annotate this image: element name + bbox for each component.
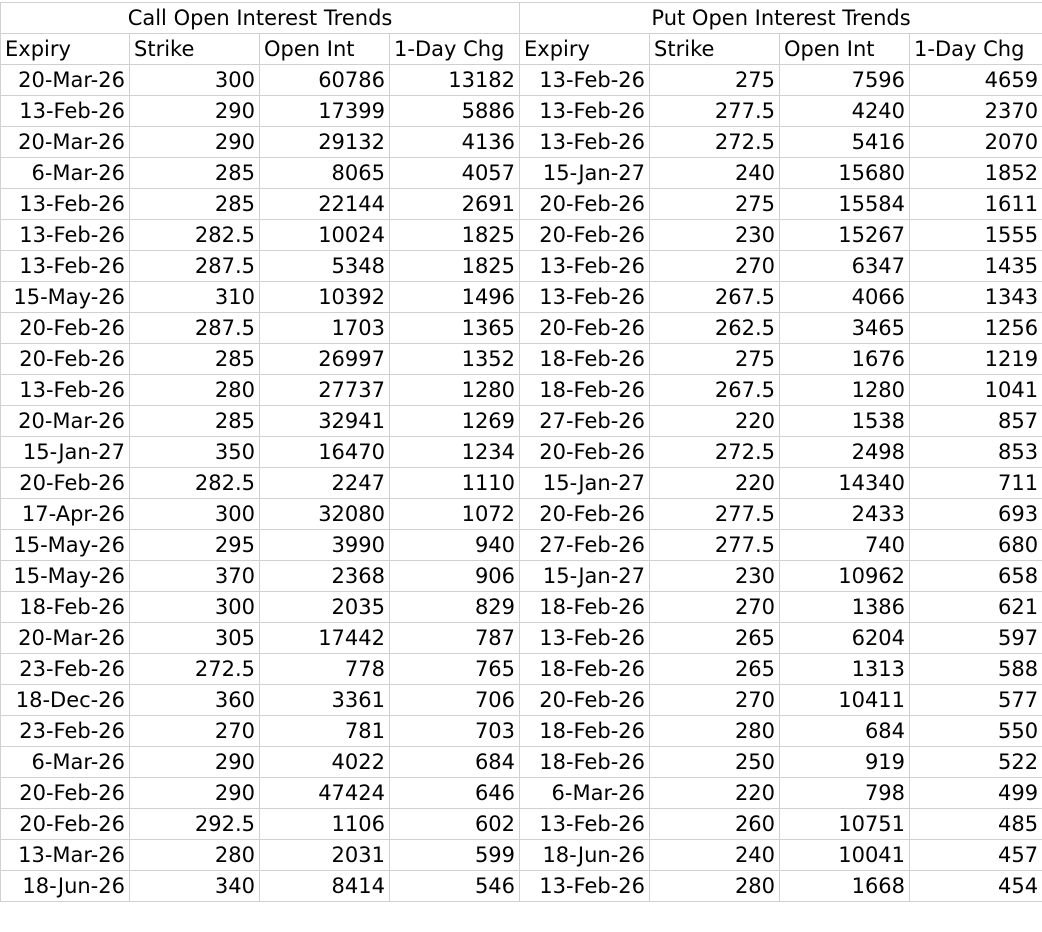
put-open-int-cell[interactable]: 1280 xyxy=(780,375,910,406)
put-open-int-cell[interactable]: 1386 xyxy=(780,592,910,623)
call-1-day-chg-cell[interactable]: 1234 xyxy=(390,437,520,468)
put-strike-cell[interactable]: 270 xyxy=(650,685,780,716)
call-1-day-chg-cell[interactable]: 13182 xyxy=(390,65,520,96)
put-strike-cell[interactable]: 250 xyxy=(650,747,780,778)
put-1-day-chg-cell[interactable]: 1555 xyxy=(910,220,1042,251)
put-strike-cell[interactable]: 240 xyxy=(650,158,780,189)
put-strike-cell[interactable]: 230 xyxy=(650,561,780,592)
put-strike-cell[interactable]: 262.5 xyxy=(650,313,780,344)
call-strike-cell[interactable]: 285 xyxy=(130,158,260,189)
call-strike-cell[interactable]: 300 xyxy=(130,65,260,96)
put-expiry-cell[interactable]: 15-Jan-27 xyxy=(520,561,650,592)
call-1-day-chg-cell[interactable]: 1269 xyxy=(390,406,520,437)
put-1-day-chg-cell[interactable]: 454 xyxy=(910,871,1042,902)
put-expiry-cell[interactable]: 18-Feb-26 xyxy=(520,747,650,778)
put-open-int-cell[interactable]: 4066 xyxy=(780,282,910,313)
put-section-title[interactable]: Put Open Interest Trends xyxy=(520,3,1042,34)
call-strike-cell[interactable]: 300 xyxy=(130,592,260,623)
call-strike-cell[interactable]: 350 xyxy=(130,437,260,468)
put-expiry-cell[interactable]: 18-Feb-26 xyxy=(520,592,650,623)
call-open-int-cell[interactable]: 778 xyxy=(260,654,390,685)
call-strike-cell[interactable]: 282.5 xyxy=(130,468,260,499)
put-open-int-cell[interactable]: 1668 xyxy=(780,871,910,902)
call-1-day-chg-cell[interactable]: 646 xyxy=(390,778,520,809)
put-open-int-cell[interactable]: 10041 xyxy=(780,840,910,871)
call-expiry-cell[interactable]: 13-Feb-26 xyxy=(1,96,130,127)
call-open-int-cell[interactable]: 3361 xyxy=(260,685,390,716)
put-expiry-cell[interactable]: 13-Feb-26 xyxy=(520,251,650,282)
call-open-int-cell[interactable]: 5348 xyxy=(260,251,390,282)
call-strike-cell[interactable]: 280 xyxy=(130,840,260,871)
call-strike-cell[interactable]: 305 xyxy=(130,623,260,654)
call-1-day-chg-cell[interactable]: 906 xyxy=(390,561,520,592)
put-expiry-cell[interactable]: 20-Feb-26 xyxy=(520,685,650,716)
call-open-int-cell[interactable]: 26997 xyxy=(260,344,390,375)
table-row xyxy=(1,313,1042,344)
put-expiry-cell[interactable]: 20-Feb-26 xyxy=(520,189,650,220)
table-row xyxy=(1,65,1042,96)
open-interest-sheet xyxy=(0,2,1042,902)
call-expiry-cell[interactable]: 13-Feb-26 xyxy=(1,220,130,251)
put-strike-cell[interactable]: 280 xyxy=(650,716,780,747)
table-row xyxy=(1,220,1042,251)
call-strike-cell[interactable]: 287.5 xyxy=(130,251,260,282)
put-1-day-chg-cell[interactable]: 588 xyxy=(910,654,1042,685)
call-expiry-header[interactable]: Expiry xyxy=(1,34,130,65)
call-expiry-cell[interactable]: 6-Mar-26 xyxy=(1,747,130,778)
put-1-day-chg-cell[interactable]: 658 xyxy=(910,561,1042,592)
put-1-day-chg-cell[interactable]: 597 xyxy=(910,623,1042,654)
call-expiry-cell[interactable]: 15-May-26 xyxy=(1,561,130,592)
call-expiry-cell[interactable]: 13-Feb-26 xyxy=(1,375,130,406)
put-strike-cell[interactable]: 272.5 xyxy=(650,437,780,468)
call-1-day-chg-cell[interactable]: 5886 xyxy=(390,96,520,127)
call-expiry-cell[interactable]: 18-Jun-26 xyxy=(1,871,130,902)
put-1-day-chg-cell[interactable]: 1852 xyxy=(910,158,1042,189)
table-row xyxy=(1,530,1042,561)
call-expiry-cell[interactable]: 20-Mar-26 xyxy=(1,65,130,96)
call-1-day-chg-cell[interactable]: 2691 xyxy=(390,189,520,220)
call-open-int-cell[interactable]: 8065 xyxy=(260,158,390,189)
put-expiry-cell[interactable]: 15-Jan-27 xyxy=(520,158,650,189)
put-strike-cell[interactable]: 275 xyxy=(650,344,780,375)
put-strike-cell[interactable]: 220 xyxy=(650,778,780,809)
put-expiry-cell[interactable]: 27-Feb-26 xyxy=(520,530,650,561)
call-1-day-chg-header[interactable]: 1-Day Chg xyxy=(390,34,520,65)
call-strike-cell[interactable]: 370 xyxy=(130,561,260,592)
call-open-int-cell[interactable]: 60786 xyxy=(260,65,390,96)
call-expiry-cell[interactable]: 15-May-26 xyxy=(1,282,130,313)
table-row xyxy=(1,561,1042,592)
call-strike-cell[interactable]: 285 xyxy=(130,189,260,220)
call-1-day-chg-cell[interactable]: 4136 xyxy=(390,127,520,158)
call-strike-cell[interactable]: 360 xyxy=(130,685,260,716)
put-expiry-cell[interactable]: 18-Feb-26 xyxy=(520,375,650,406)
call-open-int-cell[interactable]: 47424 xyxy=(260,778,390,809)
put-strike-cell[interactable]: 275 xyxy=(650,189,780,220)
sheet-body xyxy=(1,3,1042,902)
put-strike-cell[interactable]: 277.5 xyxy=(650,96,780,127)
put-open-int-cell[interactable]: 798 xyxy=(780,778,910,809)
put-strike-cell[interactable]: 277.5 xyxy=(650,530,780,561)
put-open-int-header[interactable]: Open Int xyxy=(780,34,910,65)
put-expiry-cell[interactable]: 15-Jan-27 xyxy=(520,468,650,499)
call-open-int-cell[interactable]: 2035 xyxy=(260,592,390,623)
put-expiry-header[interactable]: Expiry xyxy=(520,34,650,65)
call-expiry-cell[interactable]: 17-Apr-26 xyxy=(1,499,130,530)
call-open-int-cell[interactable]: 781 xyxy=(260,716,390,747)
put-1-day-chg-cell[interactable]: 2370 xyxy=(910,96,1042,127)
table-row xyxy=(1,251,1042,282)
call-1-day-chg-cell[interactable]: 599 xyxy=(390,840,520,871)
put-open-int-cell[interactable]: 740 xyxy=(780,530,910,561)
put-strike-cell[interactable]: 272.5 xyxy=(650,127,780,158)
put-1-day-chg-cell[interactable]: 550 xyxy=(910,716,1042,747)
put-1-day-chg-cell[interactable]: 499 xyxy=(910,778,1042,809)
call-strike-cell[interactable]: 300 xyxy=(130,499,260,530)
call-expiry-cell[interactable]: 20-Mar-26 xyxy=(1,127,130,158)
put-expiry-cell[interactable]: 20-Feb-26 xyxy=(520,499,650,530)
put-strike-cell[interactable]: 280 xyxy=(650,871,780,902)
call-1-day-chg-cell[interactable]: 787 xyxy=(390,623,520,654)
table-row xyxy=(1,840,1042,871)
call-expiry-cell[interactable]: 13-Feb-26 xyxy=(1,189,130,220)
title-row xyxy=(1,3,1042,34)
put-1-day-chg-cell[interactable]: 680 xyxy=(910,530,1042,561)
call-expiry-cell[interactable]: 6-Mar-26 xyxy=(1,158,130,189)
call-open-int-cell[interactable]: 32941 xyxy=(260,406,390,437)
put-open-int-cell[interactable]: 15584 xyxy=(780,189,910,220)
table-row xyxy=(1,127,1042,158)
call-open-int-cell[interactable]: 10392 xyxy=(260,282,390,313)
put-open-int-cell[interactable]: 10962 xyxy=(780,561,910,592)
table-row xyxy=(1,654,1042,685)
call-1-day-chg-cell[interactable]: 1072 xyxy=(390,499,520,530)
put-1-day-chg-cell[interactable]: 1256 xyxy=(910,313,1042,344)
put-expiry-cell[interactable]: 18-Feb-26 xyxy=(520,344,650,375)
call-expiry-cell[interactable]: 20-Feb-26 xyxy=(1,809,130,840)
call-1-day-chg-cell[interactable]: 940 xyxy=(390,530,520,561)
put-1-day-chg-cell[interactable]: 1435 xyxy=(910,251,1042,282)
put-strike-header[interactable]: Strike xyxy=(650,34,780,65)
put-1-day-chg-cell[interactable]: 1343 xyxy=(910,282,1042,313)
put-strike-cell[interactable]: 265 xyxy=(650,623,780,654)
call-strike-cell[interactable]: 270 xyxy=(130,716,260,747)
put-open-int-cell[interactable]: 919 xyxy=(780,747,910,778)
call-1-day-chg-cell[interactable]: 1365 xyxy=(390,313,520,344)
call-expiry-cell[interactable]: 20-Mar-26 xyxy=(1,623,130,654)
put-open-int-cell[interactable]: 5416 xyxy=(780,127,910,158)
put-1-day-chg-cell[interactable]: 711 xyxy=(910,468,1042,499)
put-open-int-cell[interactable]: 7596 xyxy=(780,65,910,96)
call-expiry-cell[interactable]: 15-Jan-27 xyxy=(1,437,130,468)
call-1-day-chg-cell[interactable]: 829 xyxy=(390,592,520,623)
put-strike-cell[interactable]: 240 xyxy=(650,840,780,871)
put-1-day-chg-cell[interactable]: 621 xyxy=(910,592,1042,623)
call-strike-cell[interactable]: 272.5 xyxy=(130,654,260,685)
call-1-day-chg-cell[interactable]: 1825 xyxy=(390,220,520,251)
call-open-int-cell[interactable]: 1703 xyxy=(260,313,390,344)
put-open-int-cell[interactable]: 6347 xyxy=(780,251,910,282)
call-open-int-header[interactable]: Open Int xyxy=(260,34,390,65)
put-1-day-chg-cell[interactable]: 853 xyxy=(910,437,1042,468)
put-strike-cell[interactable]: 267.5 xyxy=(650,375,780,406)
call-1-day-chg-cell[interactable]: 1280 xyxy=(390,375,520,406)
call-expiry-cell[interactable]: 13-Mar-26 xyxy=(1,840,130,871)
call-open-int-cell[interactable]: 17399 xyxy=(260,96,390,127)
put-open-int-cell[interactable]: 4240 xyxy=(780,96,910,127)
put-open-int-cell[interactable]: 15680 xyxy=(780,158,910,189)
call-open-int-cell[interactable]: 1106 xyxy=(260,809,390,840)
put-1-day-chg-cell[interactable]: 485 xyxy=(910,809,1042,840)
put-1-day-chg-cell[interactable]: 857 xyxy=(910,406,1042,437)
put-expiry-cell[interactable]: 13-Feb-26 xyxy=(520,127,650,158)
table-row xyxy=(1,375,1042,406)
call-strike-cell[interactable]: 290 xyxy=(130,96,260,127)
call-expiry-cell[interactable]: 20-Feb-26 xyxy=(1,468,130,499)
put-expiry-cell[interactable]: 6-Mar-26 xyxy=(520,778,650,809)
call-1-day-chg-cell[interactable]: 1825 xyxy=(390,251,520,282)
table-row xyxy=(1,437,1042,468)
call-strike-cell[interactable]: 285 xyxy=(130,344,260,375)
call-open-int-cell[interactable]: 2247 xyxy=(260,468,390,499)
put-expiry-cell[interactable]: 13-Feb-26 xyxy=(520,96,650,127)
put-1-day-chg-header[interactable]: 1-Day Chg xyxy=(910,34,1042,65)
put-open-int-cell[interactable]: 10751 xyxy=(780,809,910,840)
put-expiry-cell[interactable]: 13-Feb-26 xyxy=(520,623,650,654)
put-1-day-chg-cell[interactable]: 577 xyxy=(910,685,1042,716)
call-strike-cell[interactable]: 287.5 xyxy=(130,313,260,344)
put-open-int-cell[interactable]: 1676 xyxy=(780,344,910,375)
call-strike-cell[interactable]: 310 xyxy=(130,282,260,313)
call-1-day-chg-cell[interactable]: 1352 xyxy=(390,344,520,375)
put-open-int-cell[interactable]: 2498 xyxy=(780,437,910,468)
table-row xyxy=(1,623,1042,654)
header-row xyxy=(1,34,1042,65)
call-expiry-cell[interactable]: 23-Feb-26 xyxy=(1,654,130,685)
call-open-int-cell[interactable]: 8414 xyxy=(260,871,390,902)
put-1-day-chg-cell[interactable]: 1041 xyxy=(910,375,1042,406)
put-open-int-cell[interactable]: 2433 xyxy=(780,499,910,530)
call-expiry-cell[interactable]: 23-Feb-26 xyxy=(1,716,130,747)
table-row xyxy=(1,716,1042,747)
call-open-int-cell[interactable]: 2368 xyxy=(260,561,390,592)
put-expiry-cell[interactable]: 13-Feb-26 xyxy=(520,871,650,902)
table-row xyxy=(1,282,1042,313)
call-expiry-cell[interactable]: 20-Mar-26 xyxy=(1,406,130,437)
table-row xyxy=(1,499,1042,530)
put-strike-cell[interactable]: 277.5 xyxy=(650,499,780,530)
put-strike-cell[interactable]: 220 xyxy=(650,406,780,437)
put-open-int-cell[interactable]: 1313 xyxy=(780,654,910,685)
put-1-day-chg-cell[interactable]: 4659 xyxy=(910,65,1042,96)
put-strike-cell[interactable]: 220 xyxy=(650,468,780,499)
table-row xyxy=(1,809,1042,840)
table-row xyxy=(1,871,1042,902)
call-open-int-cell[interactable]: 4022 xyxy=(260,747,390,778)
call-open-int-cell[interactable]: 2031 xyxy=(260,840,390,871)
call-strike-cell[interactable]: 282.5 xyxy=(130,220,260,251)
call-expiry-cell[interactable]: 20-Feb-26 xyxy=(1,344,130,375)
call-1-day-chg-cell[interactable]: 602 xyxy=(390,809,520,840)
put-strike-cell[interactable]: 270 xyxy=(650,251,780,282)
call-strike-cell[interactable]: 295 xyxy=(130,530,260,561)
put-expiry-cell[interactable]: 20-Feb-26 xyxy=(520,220,650,251)
call-open-int-cell[interactable]: 10024 xyxy=(260,220,390,251)
put-open-int-cell[interactable]: 684 xyxy=(780,716,910,747)
call-strike-cell[interactable]: 290 xyxy=(130,747,260,778)
call-1-day-chg-cell[interactable]: 765 xyxy=(390,654,520,685)
call-1-day-chg-cell[interactable]: 684 xyxy=(390,747,520,778)
put-strike-cell[interactable]: 265 xyxy=(650,654,780,685)
call-strike-cell[interactable]: 290 xyxy=(130,127,260,158)
call-open-int-cell[interactable]: 3990 xyxy=(260,530,390,561)
put-1-day-chg-cell[interactable]: 457 xyxy=(910,840,1042,871)
call-open-int-cell[interactable]: 32080 xyxy=(260,499,390,530)
put-open-int-cell[interactable]: 10411 xyxy=(780,685,910,716)
table-row xyxy=(1,592,1042,623)
call-1-day-chg-cell[interactable]: 1496 xyxy=(390,282,520,313)
call-1-day-chg-cell[interactable]: 706 xyxy=(390,685,520,716)
put-open-int-cell[interactable]: 15267 xyxy=(780,220,910,251)
call-section-title[interactable]: Call Open Interest Trends xyxy=(1,3,520,34)
call-strike-cell[interactable]: 292.5 xyxy=(130,809,260,840)
put-1-day-chg-cell[interactable]: 1219 xyxy=(910,344,1042,375)
put-1-day-chg-cell[interactable]: 1611 xyxy=(910,189,1042,220)
put-expiry-cell[interactable]: 13-Feb-26 xyxy=(520,282,650,313)
call-strike-header[interactable]: Strike xyxy=(130,34,260,65)
call-1-day-chg-cell[interactable]: 703 xyxy=(390,716,520,747)
put-expiry-cell[interactable]: 13-Feb-26 xyxy=(520,809,650,840)
table-row xyxy=(1,685,1042,716)
put-expiry-cell[interactable]: 18-Feb-26 xyxy=(520,654,650,685)
call-expiry-cell[interactable]: 20-Feb-26 xyxy=(1,313,130,344)
call-1-day-chg-cell[interactable]: 1110 xyxy=(390,468,520,499)
call-1-day-chg-cell[interactable]: 4057 xyxy=(390,158,520,189)
put-open-int-cell[interactable]: 14340 xyxy=(780,468,910,499)
call-strike-cell[interactable]: 280 xyxy=(130,375,260,406)
call-open-int-cell[interactable]: 27737 xyxy=(260,375,390,406)
put-open-int-cell[interactable]: 3465 xyxy=(780,313,910,344)
put-strike-cell[interactable]: 230 xyxy=(650,220,780,251)
put-open-int-cell[interactable]: 6204 xyxy=(780,623,910,654)
call-1-day-chg-cell[interactable]: 546 xyxy=(390,871,520,902)
call-open-int-cell[interactable]: 16470 xyxy=(260,437,390,468)
call-open-int-cell[interactable]: 22144 xyxy=(260,189,390,220)
call-strike-cell[interactable]: 340 xyxy=(130,871,260,902)
table-row xyxy=(1,778,1042,809)
call-expiry-cell[interactable]: 13-Feb-26 xyxy=(1,251,130,282)
put-strike-cell[interactable]: 275 xyxy=(650,65,780,96)
table-row xyxy=(1,468,1042,499)
put-expiry-cell[interactable]: 18-Feb-26 xyxy=(520,716,650,747)
call-expiry-cell[interactable]: 15-May-26 xyxy=(1,530,130,561)
put-expiry-cell[interactable]: 27-Feb-26 xyxy=(520,406,650,437)
table-row xyxy=(1,189,1042,220)
put-1-day-chg-cell[interactable]: 693 xyxy=(910,499,1042,530)
table-row xyxy=(1,406,1042,437)
put-strike-cell[interactable]: 260 xyxy=(650,809,780,840)
put-1-day-chg-cell[interactable]: 522 xyxy=(910,747,1042,778)
call-strike-cell[interactable]: 285 xyxy=(130,406,260,437)
call-strike-cell[interactable]: 290 xyxy=(130,778,260,809)
table-row xyxy=(1,96,1042,127)
table-row xyxy=(1,158,1042,189)
put-strike-cell[interactable]: 267.5 xyxy=(650,282,780,313)
put-open-int-cell[interactable]: 1538 xyxy=(780,406,910,437)
put-expiry-cell[interactable]: 13-Feb-26 xyxy=(520,65,650,96)
put-expiry-cell[interactable]: 20-Feb-26 xyxy=(520,437,650,468)
table-row xyxy=(1,747,1042,778)
call-expiry-cell[interactable]: 18-Dec-26 xyxy=(1,685,130,716)
call-expiry-cell[interactable]: 20-Feb-26 xyxy=(1,778,130,809)
table-row xyxy=(1,344,1042,375)
call-open-int-cell[interactable]: 17442 xyxy=(260,623,390,654)
put-expiry-cell[interactable]: 20-Feb-26 xyxy=(520,313,650,344)
call-expiry-cell[interactable]: 18-Feb-26 xyxy=(1,592,130,623)
call-open-int-cell[interactable]: 29132 xyxy=(260,127,390,158)
put-expiry-cell[interactable]: 18-Jun-26 xyxy=(520,840,650,871)
put-1-day-chg-cell[interactable]: 2070 xyxy=(910,127,1042,158)
put-strike-cell[interactable]: 270 xyxy=(650,592,780,623)
